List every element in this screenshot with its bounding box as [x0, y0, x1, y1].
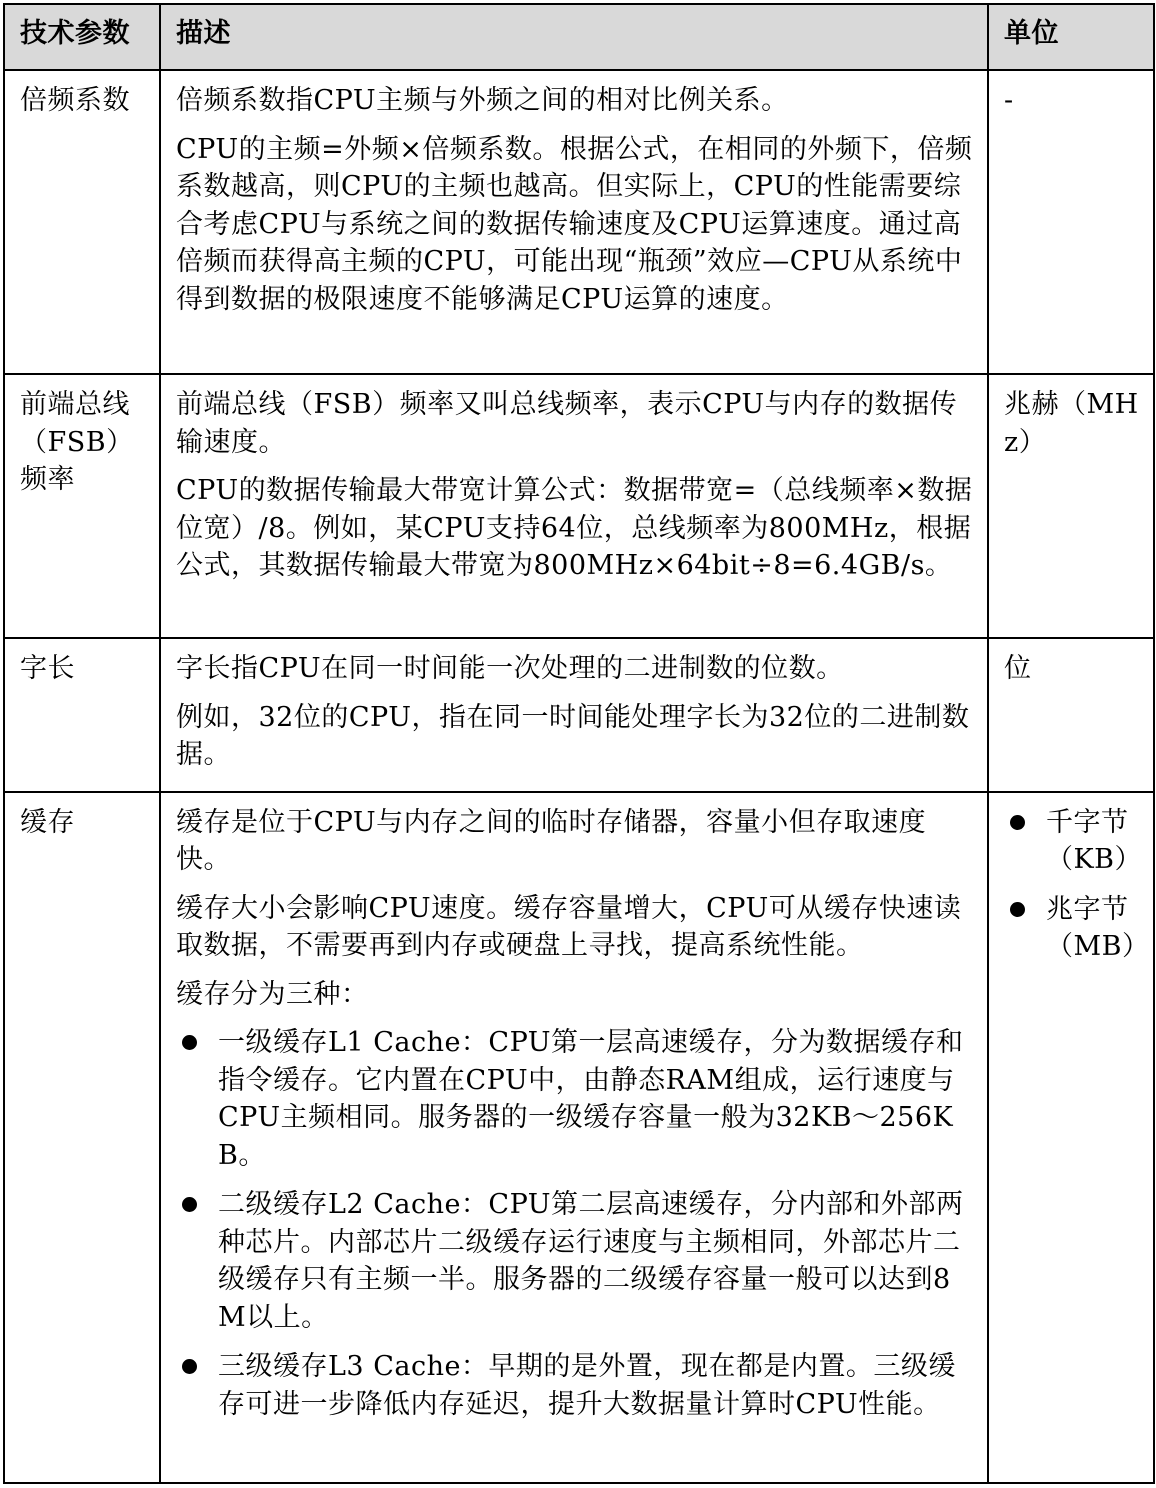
table-row	[4, 70, 1154, 374]
desc-paragraph: 字长指CPU在同一时间能一次处理的二进制数的位数。	[176, 653, 844, 684]
list-item	[176, 1186, 975, 1336]
param-cell: 缓存	[4, 792, 160, 1483]
list-item	[1004, 804, 1141, 879]
desc-cell	[160, 374, 988, 638]
desc-cell	[160, 638, 988, 792]
bullet-dot-icon	[1010, 815, 1025, 830]
cache-level-list	[176, 1024, 975, 1423]
document-page	[3, 3, 1155, 1484]
list-item	[1004, 891, 1150, 966]
cpu-parameters-table	[3, 3, 1155, 1484]
header-desc: 描述	[160, 4, 988, 70]
unit-cell	[988, 792, 1154, 1483]
table-row	[4, 638, 1154, 792]
list-item-text: 三级缓存L3 Cache：早期的是外置，现在都是内置。三级缓存可进一步降低内存延迟，提升大数据量计算时CPU性能。	[218, 1351, 956, 1420]
desc-paragraph: 缓存大小会影响CPU速度。缓存容量增大，CPU可从缓存快速读取数据，不需要再到内存或硬盘上寻找，提高系统性能。	[176, 892, 962, 961]
param-cell: 前端总线（FSB）频率	[4, 374, 160, 638]
unit-text: 兆字节（MB）	[1046, 893, 1150, 962]
bullet-dot-icon	[182, 1197, 197, 1212]
header-row	[4, 4, 1154, 70]
list-item-text: 二级缓存L2 Cache：CPU第二层高速缓存，分内部和外部两种芯片。内部芯片二级缓存运行速度与主频相同，外部芯片二级缓存只有主频一半。服务器的二级缓存容量一般可以达到8M以上。	[218, 1189, 964, 1333]
bullet-dot-icon	[182, 1359, 197, 1374]
unit-cell: 位	[988, 638, 1154, 792]
bullet-dot-icon	[1010, 902, 1025, 917]
unit-list	[1004, 804, 1150, 966]
desc-paragraph: 前端总线（FSB）频率又叫总线频率，表示CPU与内存的数据传输速度。	[176, 389, 958, 458]
table-row	[4, 792, 1154, 1483]
unit-text: 千字节（KB）	[1046, 806, 1143, 875]
param-cell: 倍频系数	[4, 70, 160, 374]
desc-paragraph: 缓存分为三种：	[176, 978, 369, 1010]
unit-cell: -	[988, 70, 1154, 374]
header-unit: 单位	[988, 4, 1154, 70]
list-item-text: 一级缓存L1 Cache：CPU第一层高速缓存，分为数据缓存和指令缓存。它内置在CPU中，由静态RAM组成，运行速度与CPU主频相同。服务器的一级缓存容量一般为32KB～256KB。	[218, 1027, 964, 1171]
param-cell: 字长	[4, 638, 160, 792]
unit-cell: 兆赫（MHz）	[988, 374, 1154, 638]
desc-paragraph: CPU的主频=外频×倍频系数。根据公式，在相同的外频下，倍频系数越高，则CPU的主频也越高。但实际上，CPU的性能需要综合考虑CPU与系统之间的数据传输速度及CPU运算速度。通过高倍频而获得高主频的CPU，可能出现“瓶颈”效应—CPU从系统中得到数据的极限速度不能够满足CPU运算的速度。	[176, 133, 973, 315]
desc-paragraph: 缓存是位于CPU与内存之间的临时存储器，容量小但存取速度快。	[176, 806, 927, 875]
list-item	[176, 1348, 975, 1423]
desc-paragraph: 例如，32位的CPU，指在同一时间能处理字长为32位的二进制数据。	[176, 701, 970, 770]
desc-paragraph: 倍频系数指CPU主频与外频之间的相对比例关系。	[176, 85, 789, 116]
bullet-dot-icon	[182, 1035, 197, 1050]
desc-cell	[160, 792, 988, 1483]
desc-paragraph: CPU的数据传输最大带宽计算公式：数据带宽=（总线频率×数据位宽）/8。例如，某CPU支持64位，总线频率为800MHz，根据公式，其数据传输最大带宽为800MHz×64bit÷8=6.4GB/s。	[176, 475, 973, 581]
desc-cell	[160, 70, 988, 374]
table-row	[4, 374, 1154, 638]
list-item	[176, 1024, 975, 1174]
header-param: 技术参数	[4, 4, 160, 70]
